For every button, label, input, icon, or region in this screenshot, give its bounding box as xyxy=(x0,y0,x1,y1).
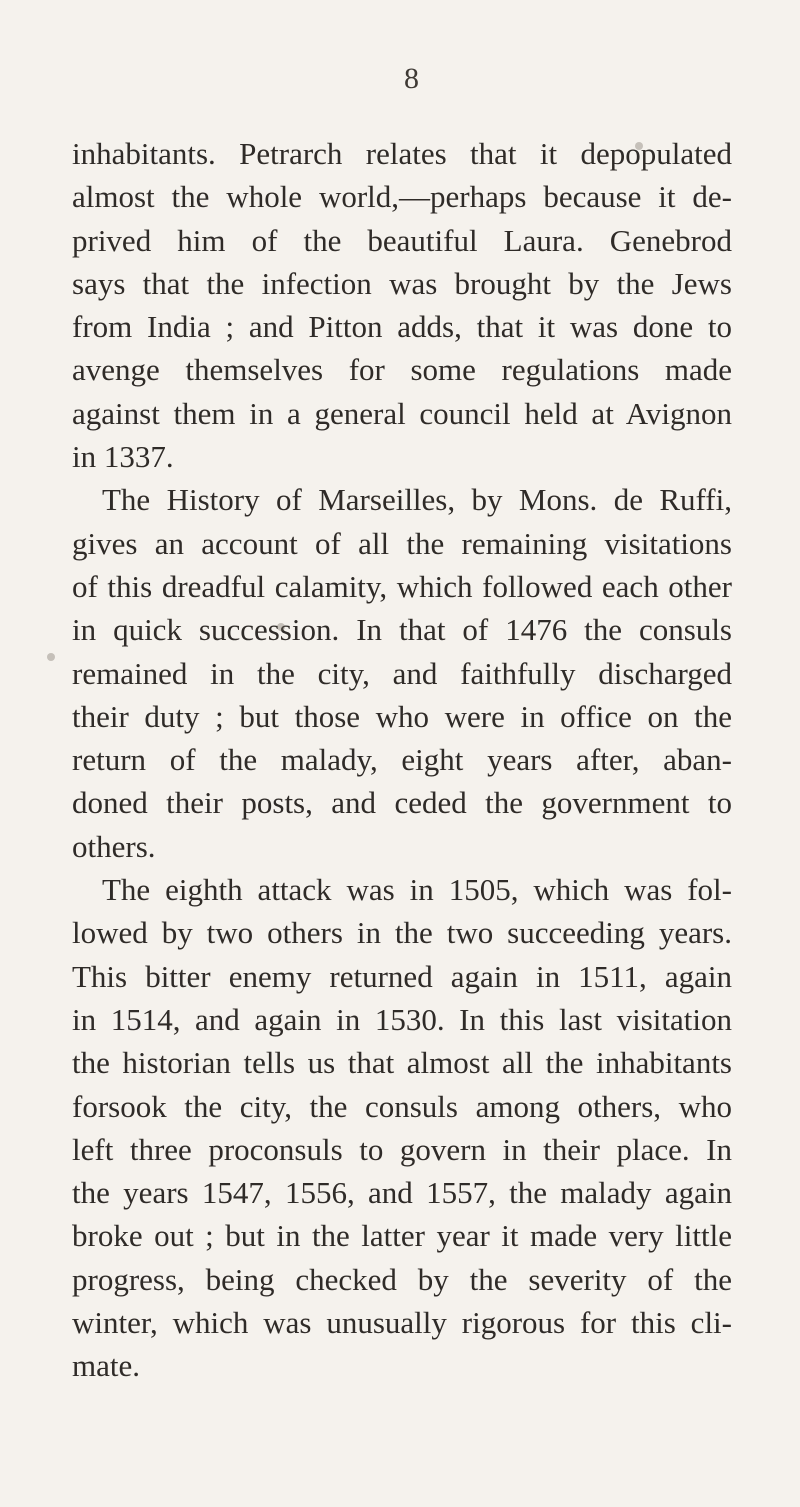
text-line: says that the infection was brought by the Jews xyxy=(72,265,732,301)
text-line: avenge themselves for some regulations made xyxy=(72,352,732,388)
text-line: mate. xyxy=(72,1348,140,1384)
text-line: others. xyxy=(72,828,156,864)
page-number: 8 xyxy=(404,62,419,95)
text-line: inhabitants. Petrarch relates that it depopulated xyxy=(72,136,732,171)
ink-speck xyxy=(277,623,285,631)
text-line: broke out ; but in the latter year it made very little xyxy=(72,1218,732,1254)
text-line: left three proconsuls to govern in their place. In xyxy=(72,1131,732,1167)
text-line: in 1337. xyxy=(72,439,174,475)
text-line: almost the whole world,—perhaps because it de- xyxy=(72,179,732,215)
text-line: in 1514, and again in 1530. In this last visitation xyxy=(72,1001,732,1037)
text-line: remained in the city, and faithfully discharged xyxy=(72,655,732,691)
text-line: prived him of the beautiful Laura. Genebrod xyxy=(72,222,732,258)
text-line: their duty ; but those who were in office on the xyxy=(72,698,732,734)
ink-speck xyxy=(635,142,643,150)
text-line: the years 1547, 1556, and 1557, the malady again xyxy=(72,1175,732,1211)
text-line: doned their posts, and ceded the government to xyxy=(72,785,732,821)
text-line: the historian tells us that almost all the inhabitants xyxy=(72,1045,732,1081)
text-line: gives an account of all the remaining visitations xyxy=(72,525,732,561)
text-line: forsook the city, the consuls among others, who xyxy=(72,1088,732,1124)
text-line: The eighth attack was in 1505, which was fol- xyxy=(102,872,732,908)
text-line: against them in a general council held at Avignon xyxy=(72,395,732,431)
text-line: of this dreadful calamity, which followed each other xyxy=(72,568,732,604)
ink-speck xyxy=(47,653,55,661)
text-line: This bitter enemy returned again in 1511, again xyxy=(72,958,732,994)
text-line: lowed by two others in the two succeeding years. xyxy=(72,915,732,951)
text-line: progress, being checked by the severity of the xyxy=(72,1261,732,1297)
text-line: in quick succession. In that of 1476 the consuls xyxy=(72,612,732,648)
text-line: return of the malady, eight years after, aban- xyxy=(72,742,732,778)
text-line: winter, which was unusually rigorous for this cli- xyxy=(72,1305,732,1341)
text-line: from India ; and Pitton adds, that it was done to xyxy=(72,309,732,345)
text-line: The History of Marseilles, by Mons. de Ruffi, xyxy=(102,482,732,518)
body-text xyxy=(72,132,732,1388)
